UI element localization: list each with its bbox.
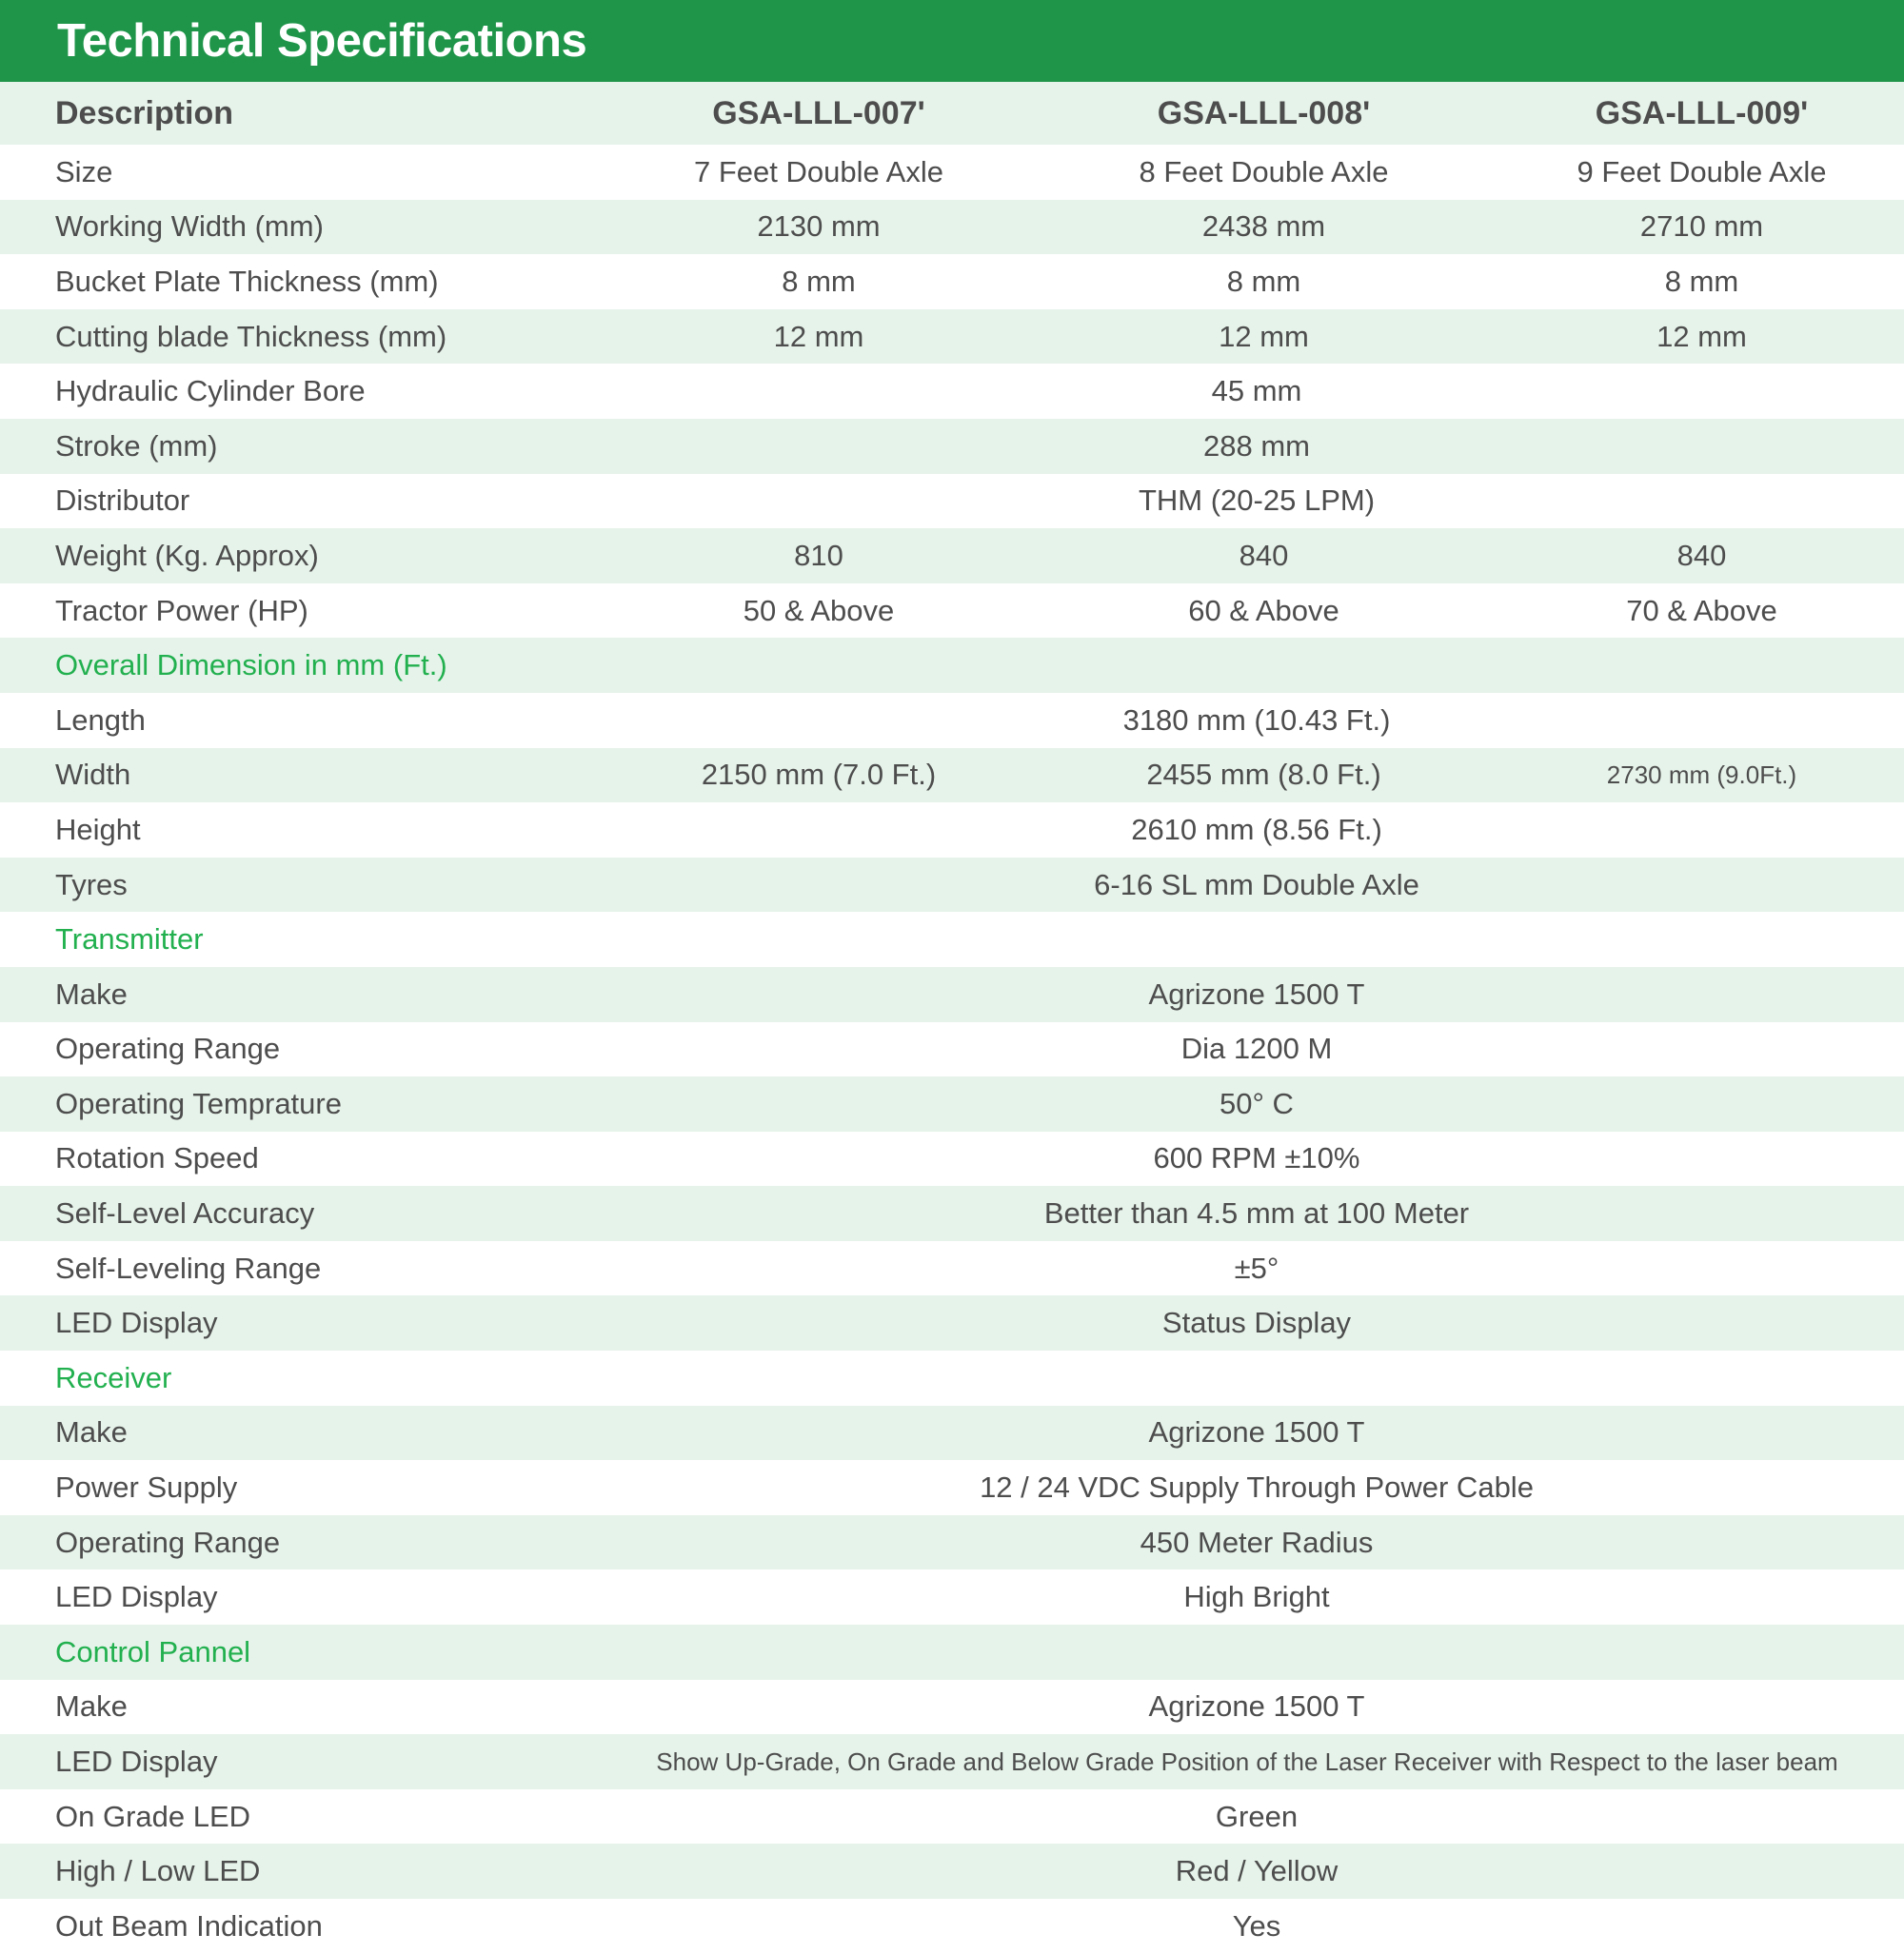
table-row xyxy=(0,1295,1904,1351)
row-label: On Grade LED xyxy=(55,1799,251,1833)
table-row xyxy=(0,364,1904,419)
table-row xyxy=(0,309,1904,365)
table-row xyxy=(0,1789,1904,1845)
cell-all-models: Agrizone 1500 T xyxy=(1148,977,1365,1011)
cell-all-models: Yes xyxy=(1232,1908,1281,1943)
table-row xyxy=(0,693,1904,748)
cell-model-009: 8 mm xyxy=(1664,264,1739,298)
row-label: Stroke (mm) xyxy=(55,428,218,463)
cell-all-models: 45 mm xyxy=(1211,374,1302,408)
cell-model-007: 810 xyxy=(794,538,843,572)
cell-all-models: Show Up-Grade, On Grade and Below Grade Position of the Laser Receiver with Respect to the laser beam xyxy=(656,1747,1838,1776)
table-row xyxy=(0,200,1904,255)
row-label: Length xyxy=(55,702,146,737)
row-label: Make xyxy=(55,977,128,1011)
table-row xyxy=(0,1022,1904,1077)
header-model-007: GSA-LLL-007' xyxy=(712,94,925,131)
cell-all-models: 288 mm xyxy=(1203,428,1310,463)
cell-all-models: 50° C xyxy=(1220,1086,1294,1120)
cell-model-008: 8 mm xyxy=(1226,264,1301,298)
cell-model-009: 840 xyxy=(1676,538,1727,572)
cell-all-models: THM (20-25 LPM) xyxy=(1138,484,1376,518)
row-label: Operating Temprature xyxy=(55,1086,342,1120)
row-label: Make xyxy=(55,1415,128,1450)
section-row-transmitter xyxy=(0,912,1904,967)
table-row xyxy=(0,748,1904,803)
page-title: Technical Specifications xyxy=(57,15,587,67)
cell-model-008: 8 Feet Double Axle xyxy=(1139,154,1389,188)
row-label: Height xyxy=(55,812,141,846)
table-row xyxy=(0,1734,1904,1789)
table-row xyxy=(0,474,1904,529)
table-row xyxy=(0,583,1904,639)
section-row-receiver xyxy=(0,1351,1904,1406)
table-row xyxy=(0,1844,1904,1899)
row-label: Working Width (mm) xyxy=(55,209,324,244)
table-row xyxy=(0,145,1904,200)
cell-model-007: 8 mm xyxy=(782,264,856,298)
cell-all-models: Agrizone 1500 T xyxy=(1148,1415,1365,1450)
header-description: Description xyxy=(55,94,234,131)
row-label: High / Low LED xyxy=(55,1854,261,1888)
row-label: Hydraulic Cylinder Bore xyxy=(55,374,366,408)
row-label: Operating Range xyxy=(55,1525,281,1559)
cell-all-models: 6-16 SL mm Double Axle xyxy=(1094,867,1419,901)
row-label: Rotation Speed xyxy=(55,1141,259,1175)
table-row xyxy=(0,1899,1904,1954)
cell-all-models: Dia 1200 M xyxy=(1180,1032,1333,1066)
table-row xyxy=(0,1241,1904,1296)
table-row xyxy=(0,1186,1904,1241)
row-label: LED Display xyxy=(55,1306,218,1340)
cell-model-008: 60 & Above xyxy=(1188,593,1339,627)
cell-all-models: Better than 4.5 mm at 100 Meter xyxy=(1043,1196,1470,1231)
cell-all-models: 3180 mm (10.43 Ft.) xyxy=(1122,702,1391,737)
title-banner xyxy=(0,0,1904,82)
section-heading: Receiver xyxy=(55,1360,172,1394)
cell-model-009: 9 Feet Double Axle xyxy=(1577,154,1827,188)
cell-model-009: 2730 mm (9.0Ft.) xyxy=(1606,760,1797,789)
table-row xyxy=(0,254,1904,309)
table-row xyxy=(0,858,1904,913)
cell-model-008: 12 mm xyxy=(1219,319,1309,353)
row-label: Width xyxy=(55,758,131,792)
cell-model-007: 2130 mm xyxy=(757,209,881,244)
table-row xyxy=(0,1515,1904,1570)
spec-table xyxy=(0,82,1904,1954)
section-heading: Overall Dimension in mm (Ft.) xyxy=(55,648,447,682)
row-label: Make xyxy=(55,1689,128,1724)
cell-model-008: 2438 mm xyxy=(1201,209,1326,244)
table-row xyxy=(0,419,1904,474)
table-row xyxy=(0,802,1904,858)
cell-all-models: High Bright xyxy=(1183,1580,1330,1614)
cell-all-models: 12 / 24 VDC Supply Through Power Cable xyxy=(980,1470,1534,1505)
row-label: Tyres xyxy=(55,867,128,901)
row-label: Out Beam Indication xyxy=(55,1908,323,1943)
cell-all-models: 450 Meter Radius xyxy=(1140,1525,1374,1559)
cell-all-models: Status Display xyxy=(1161,1306,1352,1340)
cell-model-007: 50 & Above xyxy=(743,593,895,627)
cell-model-009: 70 & Above xyxy=(1626,593,1777,627)
cell-model-008: 840 xyxy=(1239,538,1289,572)
cell-model-007: 7 Feet Double Axle xyxy=(694,154,943,188)
cell-all-models: ±5° xyxy=(1234,1251,1279,1285)
table-row xyxy=(0,1132,1904,1187)
section-row-control-pannel xyxy=(0,1625,1904,1680)
row-label: Weight (Kg. Approx) xyxy=(55,538,319,572)
row-label: Power Supply xyxy=(55,1470,238,1505)
row-label: Self-Level Accuracy xyxy=(55,1196,315,1231)
section-heading: Transmitter xyxy=(55,922,204,957)
cell-all-models: 2610 mm (8.56 Ft.) xyxy=(1131,812,1382,846)
row-label: LED Display xyxy=(55,1745,218,1779)
row-label: Distributor xyxy=(55,484,190,518)
row-label: Bucket Plate Thickness (mm) xyxy=(55,264,439,298)
header-model-008: GSA-LLL-008' xyxy=(1157,94,1371,131)
table-row xyxy=(0,1460,1904,1515)
cell-model-008: 2455 mm (8.0 Ft.) xyxy=(1146,758,1381,792)
table-row xyxy=(0,1569,1904,1625)
cell-model-007: 12 mm xyxy=(773,319,864,353)
table-row xyxy=(0,528,1904,583)
row-label: Size xyxy=(55,154,113,188)
header-model-009: GSA-LLL-009' xyxy=(1595,94,1809,131)
row-label: Self-Leveling Range xyxy=(55,1251,322,1285)
cell-all-models: Green xyxy=(1215,1799,1299,1833)
cell-model-009: 2710 mm xyxy=(1639,209,1764,244)
cell-all-models: Red / Yellow xyxy=(1175,1854,1339,1888)
cell-all-models: Agrizone 1500 T xyxy=(1148,1689,1365,1724)
table-row xyxy=(0,967,1904,1022)
row-label: Operating Range xyxy=(55,1032,281,1066)
cell-model-007: 2150 mm (7.0 Ft.) xyxy=(701,758,937,792)
row-label: LED Display xyxy=(55,1580,218,1614)
section-row-overall-dimension xyxy=(0,638,1904,693)
cell-model-009: 12 mm xyxy=(1656,319,1747,353)
table-row xyxy=(0,1406,1904,1461)
table-row xyxy=(0,1680,1904,1735)
section-heading: Control Pannel xyxy=(55,1634,251,1668)
table-header-row xyxy=(0,82,1904,145)
cell-all-models: 600 RPM ±10% xyxy=(1153,1141,1360,1175)
table-row xyxy=(0,1076,1904,1132)
row-label: Tractor Power (HP) xyxy=(55,593,308,627)
row-label: Cutting blade Thickness (mm) xyxy=(55,319,447,353)
